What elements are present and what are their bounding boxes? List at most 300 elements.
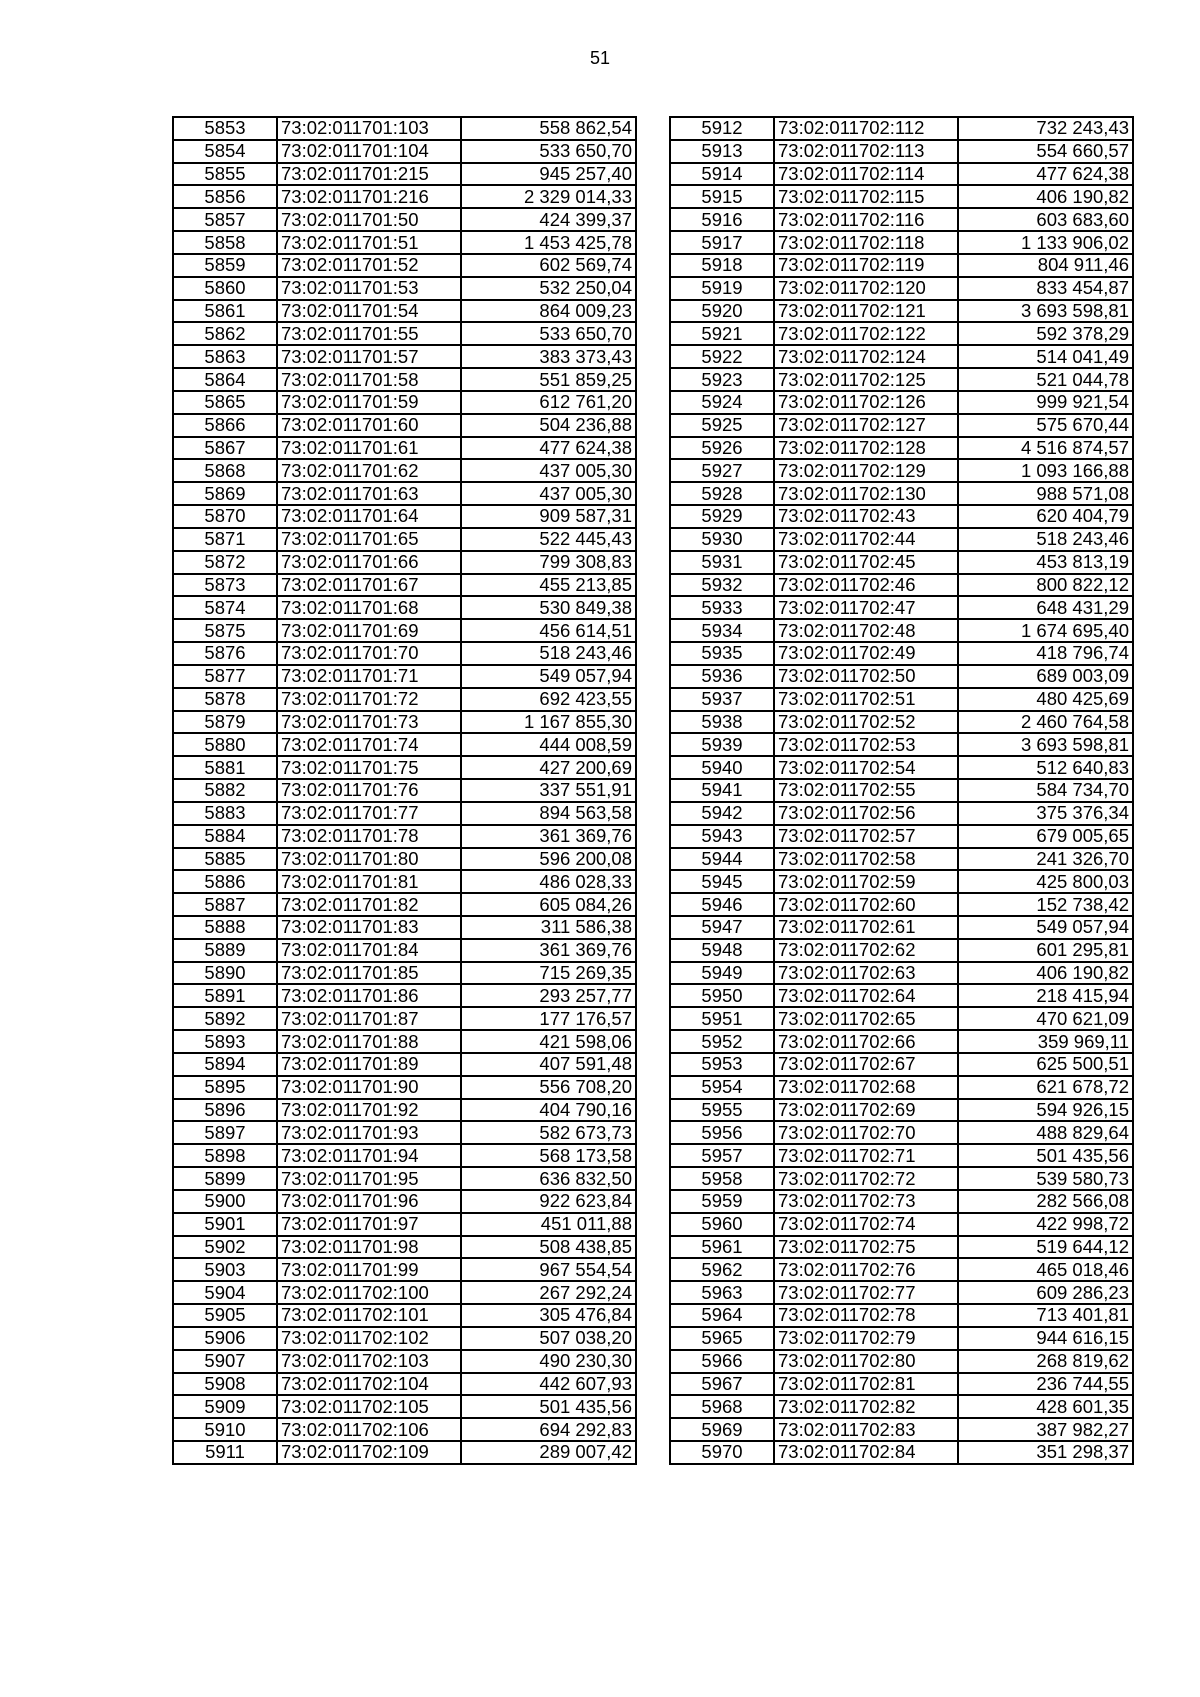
value-cell: 361 369,76 <box>461 939 636 962</box>
row-number-cell: 5963 <box>670 1281 774 1304</box>
table-row <box>670 482 1133 505</box>
value-cell: 268 819,62 <box>958 1350 1133 1373</box>
row-number-cell: 5911 <box>173 1441 277 1464</box>
row-number-cell: 5952 <box>670 1030 774 1053</box>
row-number-cell: 5868 <box>173 459 277 482</box>
cadastral-number-cell: 73:02:011701:54 <box>277 300 461 323</box>
table-row <box>670 642 1133 665</box>
row-number-cell: 5872 <box>173 551 277 574</box>
row-number-cell: 5966 <box>670 1350 774 1373</box>
value-cell: 894 563,58 <box>461 802 636 825</box>
value-cell: 732 243,43 <box>958 117 1133 140</box>
cadastral-number-cell: 73:02:011702:59 <box>774 870 958 893</box>
value-cell: 477 624,38 <box>461 437 636 460</box>
row-number-cell: 5915 <box>670 185 774 208</box>
cadastral-number-cell: 73:02:011701:87 <box>277 1007 461 1030</box>
table-row <box>670 619 1133 642</box>
row-number-cell: 5928 <box>670 482 774 505</box>
table-row <box>670 528 1133 551</box>
table-row <box>670 916 1133 939</box>
cadastral-number-cell: 73:02:011701:82 <box>277 893 461 916</box>
table-row <box>670 1418 1133 1441</box>
table-row <box>670 939 1133 962</box>
row-number-cell: 5959 <box>670 1190 774 1213</box>
cadastral-number-cell: 73:02:011702:125 <box>774 368 958 391</box>
value-cell: 337 551,91 <box>461 779 636 802</box>
cadastral-number-cell: 73:02:011702:124 <box>774 345 958 368</box>
value-cell: 715 269,35 <box>461 962 636 985</box>
row-number-cell: 5893 <box>173 1030 277 1053</box>
value-cell: 689 003,09 <box>958 665 1133 688</box>
cadastral-number-cell: 73:02:011702:112 <box>774 117 958 140</box>
row-number-cell: 5937 <box>670 688 774 711</box>
row-number-cell: 5854 <box>173 140 277 163</box>
cadastral-number-cell: 73:02:011701:92 <box>277 1099 461 1122</box>
value-cell: 152 738,42 <box>958 893 1133 916</box>
cadastral-number-cell: 73:02:011702:113 <box>774 140 958 163</box>
table-row <box>173 1099 636 1122</box>
table-row <box>173 208 636 231</box>
row-number-cell: 5873 <box>173 574 277 597</box>
value-cell: 539 580,73 <box>958 1167 1133 1190</box>
row-number-cell: 5905 <box>173 1304 277 1327</box>
cadastral-number-cell: 73:02:011702:58 <box>774 848 958 871</box>
cadastral-number-cell: 73:02:011702:79 <box>774 1327 958 1350</box>
table-row <box>670 756 1133 779</box>
table-row <box>173 1258 636 1281</box>
value-cell: 800 822,12 <box>958 574 1133 597</box>
table-row <box>173 1007 636 1030</box>
value-cell: 486 028,33 <box>461 870 636 893</box>
row-number-cell: 5919 <box>670 277 774 300</box>
cadastral-number-cell: 73:02:011701:78 <box>277 825 461 848</box>
table-row <box>173 1144 636 1167</box>
value-cell: 909 587,31 <box>461 505 636 528</box>
cadastral-number-cell: 73:02:011701:90 <box>277 1076 461 1099</box>
row-number-cell: 5948 <box>670 939 774 962</box>
table-row <box>670 893 1133 916</box>
row-number-cell: 5950 <box>670 984 774 1007</box>
value-cell: 282 566,08 <box>958 1190 1133 1213</box>
value-cell: 575 670,44 <box>958 414 1133 437</box>
cadastral-number-cell: 73:02:011701:95 <box>277 1167 461 1190</box>
row-number-cell: 5869 <box>173 482 277 505</box>
table-row <box>173 163 636 186</box>
row-number-cell: 5925 <box>670 414 774 437</box>
value-cell: 648 431,29 <box>958 596 1133 619</box>
cadastral-number-cell: 73:02:011702:49 <box>774 642 958 665</box>
value-cell: 351 298,37 <box>958 1441 1133 1464</box>
value-cell: 692 423,55 <box>461 688 636 711</box>
row-number-cell: 5969 <box>670 1418 774 1441</box>
cadastral-number-cell: 73:02:011702:128 <box>774 437 958 460</box>
row-number-cell: 5863 <box>173 345 277 368</box>
row-number-cell: 5895 <box>173 1076 277 1099</box>
cadastral-number-cell: 73:02:011701:89 <box>277 1053 461 1076</box>
value-cell: 218 415,94 <box>958 984 1133 1007</box>
cadastral-number-cell: 73:02:011702:105 <box>277 1395 461 1418</box>
row-number-cell: 5864 <box>173 368 277 391</box>
cadastral-number-cell: 73:02:011702:57 <box>774 825 958 848</box>
row-number-cell: 5943 <box>670 825 774 848</box>
cadastral-number-cell: 73:02:011702:109 <box>277 1441 461 1464</box>
table-row <box>173 322 636 345</box>
table-row <box>670 984 1133 1007</box>
cadastral-number-cell: 73:02:011701:67 <box>277 574 461 597</box>
table-row <box>670 1053 1133 1076</box>
cadastral-number-cell: 73:02:011702:71 <box>774 1144 958 1167</box>
table-row <box>173 1190 636 1213</box>
row-number-cell: 5965 <box>670 1327 774 1350</box>
value-cell: 1 167 855,30 <box>461 711 636 734</box>
cadastral-number-cell: 73:02:011701:57 <box>277 345 461 368</box>
table-row <box>173 300 636 323</box>
row-number-cell: 5953 <box>670 1053 774 1076</box>
cadastral-number-cell: 73:02:011702:76 <box>774 1258 958 1281</box>
cadastral-number-cell: 73:02:011701:215 <box>277 163 461 186</box>
cadastral-number-cell: 73:02:011701:70 <box>277 642 461 665</box>
value-cell: 455 213,85 <box>461 574 636 597</box>
table-row <box>670 1030 1133 1053</box>
table-row <box>173 117 636 140</box>
cadastral-number-cell: 73:02:011702:101 <box>277 1304 461 1327</box>
table-row <box>670 574 1133 597</box>
cadastral-number-cell: 73:02:011701:96 <box>277 1190 461 1213</box>
value-cell: 241 326,70 <box>958 848 1133 871</box>
row-number-cell: 5862 <box>173 322 277 345</box>
cadastral-number-cell: 73:02:011702:129 <box>774 459 958 482</box>
cadastral-number-cell: 73:02:011702:70 <box>774 1121 958 1144</box>
value-cell: 451 011,88 <box>461 1213 636 1236</box>
row-number-cell: 5932 <box>670 574 774 597</box>
value-cell: 383 373,43 <box>461 345 636 368</box>
cadastral-number-cell: 73:02:011701:93 <box>277 1121 461 1144</box>
row-number-cell: 5855 <box>173 163 277 186</box>
cadastral-number-cell: 73:02:011702:43 <box>774 505 958 528</box>
table-row <box>173 414 636 437</box>
value-cell: 609 286,23 <box>958 1281 1133 1304</box>
row-number-cell: 5878 <box>173 688 277 711</box>
cadastral-number-cell: 73:02:011702:121 <box>774 300 958 323</box>
value-cell: 549 057,94 <box>958 916 1133 939</box>
value-cell: 501 435,56 <box>461 1395 636 1418</box>
value-cell: 1 674 695,40 <box>958 619 1133 642</box>
row-number-cell: 5894 <box>173 1053 277 1076</box>
value-cell: 518 243,46 <box>958 528 1133 551</box>
row-number-cell: 5933 <box>670 596 774 619</box>
cadastral-number-cell: 73:02:011702:77 <box>774 1281 958 1304</box>
row-number-cell: 5860 <box>173 277 277 300</box>
value-cell: 375 376,34 <box>958 802 1133 825</box>
row-number-cell: 5897 <box>173 1121 277 1144</box>
table-row <box>173 711 636 734</box>
row-number-cell: 5870 <box>173 505 277 528</box>
value-cell: 519 644,12 <box>958 1236 1133 1259</box>
value-cell: 602 569,74 <box>461 254 636 277</box>
value-cell: 2 329 014,33 <box>461 185 636 208</box>
value-cell: 289 007,42 <box>461 1441 636 1464</box>
row-number-cell: 5913 <box>670 140 774 163</box>
value-cell: 359 969,11 <box>958 1030 1133 1053</box>
value-cell: 522 445,43 <box>461 528 636 551</box>
row-number-cell: 5942 <box>670 802 774 825</box>
row-number-cell: 5936 <box>670 665 774 688</box>
cadastral-number-cell: 73:02:011701:63 <box>277 482 461 505</box>
cadastral-number-cell: 73:02:011702:61 <box>774 916 958 939</box>
row-number-cell: 5916 <box>670 208 774 231</box>
cadastral-number-cell: 73:02:011702:62 <box>774 939 958 962</box>
row-number-cell: 5909 <box>173 1395 277 1418</box>
table-row <box>670 140 1133 163</box>
cadastral-number-cell: 73:02:011702:73 <box>774 1190 958 1213</box>
table-row <box>670 414 1133 437</box>
table-row <box>670 551 1133 574</box>
cadastral-number-cell: 73:02:011702:126 <box>774 391 958 414</box>
value-cell: 713 401,81 <box>958 1304 1133 1327</box>
row-number-cell: 5947 <box>670 916 774 939</box>
value-cell: 592 378,29 <box>958 322 1133 345</box>
cadastral-number-cell: 73:02:011701:216 <box>277 185 461 208</box>
table-row <box>173 848 636 871</box>
row-number-cell: 5875 <box>173 619 277 642</box>
value-cell: 922 623,84 <box>461 1190 636 1213</box>
row-number-cell: 5954 <box>670 1076 774 1099</box>
cadastral-number-cell: 73:02:011702:46 <box>774 574 958 597</box>
cadastral-number-cell: 73:02:011702:69 <box>774 1099 958 1122</box>
table-row <box>670 848 1133 871</box>
value-cell: 1 093 166,88 <box>958 459 1133 482</box>
value-cell: 621 678,72 <box>958 1076 1133 1099</box>
value-cell: 490 230,30 <box>461 1350 636 1373</box>
value-cell: 470 621,09 <box>958 1007 1133 1030</box>
cadastral-number-cell: 73:02:011702:119 <box>774 254 958 277</box>
value-cell: 424 399,37 <box>461 208 636 231</box>
cadastral-number-cell: 73:02:011702:45 <box>774 551 958 574</box>
row-number-cell: 5945 <box>670 870 774 893</box>
value-cell: 967 554,54 <box>461 1258 636 1281</box>
table-row <box>670 596 1133 619</box>
table-row <box>173 185 636 208</box>
cadastral-number-cell: 73:02:011701:99 <box>277 1258 461 1281</box>
table-row <box>173 802 636 825</box>
cadastral-number-cell: 73:02:011701:103 <box>277 117 461 140</box>
table-row <box>173 1053 636 1076</box>
cadastral-number-cell: 73:02:011701:86 <box>277 984 461 1007</box>
value-cell: 480 425,69 <box>958 688 1133 711</box>
table-row <box>173 437 636 460</box>
row-number-cell: 5892 <box>173 1007 277 1030</box>
value-cell: 999 921,54 <box>958 391 1133 414</box>
cadastral-number-cell: 73:02:011702:52 <box>774 711 958 734</box>
row-number-cell: 5871 <box>173 528 277 551</box>
table-row <box>670 688 1133 711</box>
cadastral-number-cell: 73:02:011701:75 <box>277 756 461 779</box>
table-row <box>670 665 1133 688</box>
cadastral-number-cell: 73:02:011702:78 <box>774 1304 958 1327</box>
cadastral-number-cell: 73:02:011702:51 <box>774 688 958 711</box>
cadastral-number-cell: 73:02:011702:122 <box>774 322 958 345</box>
value-cell: 293 257,77 <box>461 984 636 1007</box>
value-cell: 549 057,94 <box>461 665 636 688</box>
row-number-cell: 5924 <box>670 391 774 414</box>
cadastral-number-cell: 73:02:011702:100 <box>277 1281 461 1304</box>
cadastral-number-cell: 73:02:011701:53 <box>277 277 461 300</box>
cadastral-number-cell: 73:02:011702:66 <box>774 1030 958 1053</box>
value-cell: 518 243,46 <box>461 642 636 665</box>
row-number-cell: 5940 <box>670 756 774 779</box>
table-row <box>173 642 636 665</box>
table-row <box>173 984 636 1007</box>
value-cell: 508 438,85 <box>461 1236 636 1259</box>
value-cell: 988 571,08 <box>958 482 1133 505</box>
cadastral-number-cell: 73:02:011701:83 <box>277 916 461 939</box>
cadastral-number-cell: 73:02:011702:65 <box>774 1007 958 1030</box>
value-cell: 387 982,27 <box>958 1418 1133 1441</box>
cadastral-number-cell: 73:02:011701:80 <box>277 848 461 871</box>
value-cell: 305 476,84 <box>461 1304 636 1327</box>
row-number-cell: 5910 <box>173 1418 277 1441</box>
value-cell: 833 454,87 <box>958 277 1133 300</box>
table-row <box>670 185 1133 208</box>
value-cell: 267 292,24 <box>461 1281 636 1304</box>
value-cell: 556 708,20 <box>461 1076 636 1099</box>
row-number-cell: 5880 <box>173 733 277 756</box>
value-cell: 554 660,57 <box>958 140 1133 163</box>
table-row <box>173 1167 636 1190</box>
value-cell: 514 041,49 <box>958 345 1133 368</box>
row-number-cell: 5899 <box>173 1167 277 1190</box>
row-number-cell: 5923 <box>670 368 774 391</box>
cadastral-number-cell: 73:02:011701:66 <box>277 551 461 574</box>
table-row <box>173 1213 636 1236</box>
row-number-cell: 5920 <box>670 300 774 323</box>
row-number-cell: 5934 <box>670 619 774 642</box>
cadastral-number-cell: 73:02:011702:48 <box>774 619 958 642</box>
table-row <box>670 1190 1133 1213</box>
value-cell: 406 190,82 <box>958 185 1133 208</box>
row-number-cell: 5857 <box>173 208 277 231</box>
register-table-right <box>669 116 1134 1465</box>
row-number-cell: 5908 <box>173 1373 277 1396</box>
table-row <box>173 1418 636 1441</box>
row-number-cell: 5886 <box>173 870 277 893</box>
table-row <box>173 825 636 848</box>
table-row <box>670 802 1133 825</box>
row-number-cell: 5931 <box>670 551 774 574</box>
table-row <box>173 528 636 551</box>
value-cell: 428 601,35 <box>958 1395 1133 1418</box>
row-number-cell: 5902 <box>173 1236 277 1259</box>
cadastral-number-cell: 73:02:011702:127 <box>774 414 958 437</box>
value-cell: 551 859,25 <box>461 368 636 391</box>
cadastral-number-cell: 73:02:011701:62 <box>277 459 461 482</box>
row-number-cell: 5900 <box>173 1190 277 1213</box>
value-cell: 2 460 764,58 <box>958 711 1133 734</box>
row-number-cell: 5881 <box>173 756 277 779</box>
cadastral-number-cell: 73:02:011701:55 <box>277 322 461 345</box>
table-row <box>173 733 636 756</box>
table-row <box>173 1236 636 1259</box>
table-row <box>670 505 1133 528</box>
value-cell: 3 693 598,81 <box>958 300 1133 323</box>
table-row <box>670 1007 1133 1030</box>
table-row <box>670 117 1133 140</box>
cadastral-number-cell: 73:02:011702:104 <box>277 1373 461 1396</box>
value-cell: 582 673,73 <box>461 1121 636 1144</box>
value-cell: 596 200,08 <box>461 848 636 871</box>
table-row <box>670 277 1133 300</box>
row-number-cell: 5917 <box>670 231 774 254</box>
cadastral-number-cell: 73:02:011702:68 <box>774 1076 958 1099</box>
cadastral-number-cell: 73:02:011702:102 <box>277 1327 461 1350</box>
cadastral-number-cell: 73:02:011701:74 <box>277 733 461 756</box>
cadastral-number-cell: 73:02:011702:115 <box>774 185 958 208</box>
cadastral-number-cell: 73:02:011702:82 <box>774 1395 958 1418</box>
row-number-cell: 5926 <box>670 437 774 460</box>
table-row <box>173 345 636 368</box>
row-number-cell: 5938 <box>670 711 774 734</box>
table-row <box>173 779 636 802</box>
table-row <box>670 459 1133 482</box>
cadastral-number-cell: 73:02:011702:55 <box>774 779 958 802</box>
cadastral-number-cell: 73:02:011702:47 <box>774 596 958 619</box>
cadastral-number-cell: 73:02:011702:64 <box>774 984 958 1007</box>
cadastral-number-cell: 73:02:011701:88 <box>277 1030 461 1053</box>
cadastral-number-cell: 73:02:011701:64 <box>277 505 461 528</box>
cadastral-number-cell: 73:02:011702:80 <box>774 1350 958 1373</box>
row-number-cell: 5866 <box>173 414 277 437</box>
value-cell: 558 862,54 <box>461 117 636 140</box>
table-row <box>670 1076 1133 1099</box>
row-number-cell: 5887 <box>173 893 277 916</box>
row-number-cell: 5946 <box>670 893 774 916</box>
cadastral-number-cell: 73:02:011701:65 <box>277 528 461 551</box>
cadastral-number-cell: 73:02:011701:69 <box>277 619 461 642</box>
table-row <box>670 368 1133 391</box>
row-number-cell: 5930 <box>670 528 774 551</box>
table-row <box>670 437 1133 460</box>
table-row <box>670 1213 1133 1236</box>
table-row <box>173 596 636 619</box>
table-row <box>173 893 636 916</box>
table-row <box>173 1076 636 1099</box>
value-cell: 612 761,20 <box>461 391 636 414</box>
row-number-cell: 5898 <box>173 1144 277 1167</box>
value-cell: 533 650,70 <box>461 322 636 345</box>
table-row <box>670 322 1133 345</box>
value-cell: 804 911,46 <box>958 254 1133 277</box>
table-row <box>173 1304 636 1327</box>
cadastral-number-cell: 73:02:011701:77 <box>277 802 461 825</box>
table-row <box>173 505 636 528</box>
cadastral-number-cell: 73:02:011701:97 <box>277 1213 461 1236</box>
table-row <box>670 391 1133 414</box>
table-row <box>670 1281 1133 1304</box>
table-row <box>670 1304 1133 1327</box>
value-cell: 465 018,46 <box>958 1258 1133 1281</box>
table-row <box>173 688 636 711</box>
row-number-cell: 5970 <box>670 1441 774 1464</box>
value-cell: 620 404,79 <box>958 505 1133 528</box>
row-number-cell: 5888 <box>173 916 277 939</box>
row-number-cell: 5859 <box>173 254 277 277</box>
value-cell: 568 173,58 <box>461 1144 636 1167</box>
cadastral-number-cell: 73:02:011701:98 <box>277 1236 461 1259</box>
cadastral-number-cell: 73:02:011701:81 <box>277 870 461 893</box>
cadastral-number-cell: 73:02:011701:104 <box>277 140 461 163</box>
row-number-cell: 5885 <box>173 848 277 871</box>
row-number-cell: 5929 <box>670 505 774 528</box>
